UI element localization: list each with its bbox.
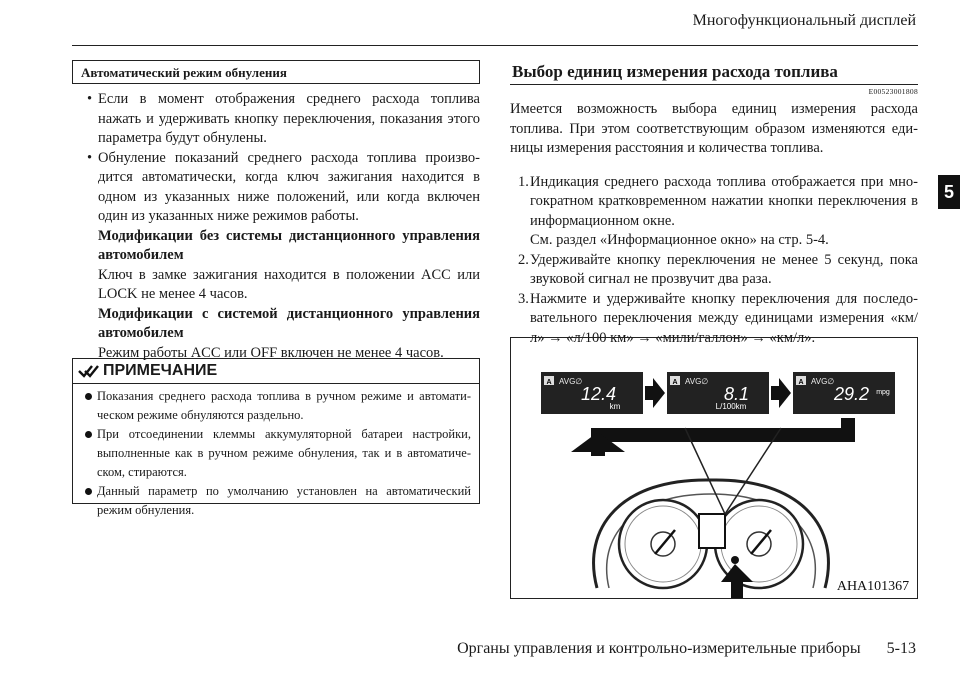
- bullet-item: [72, 149, 480, 227]
- note-text: Показания среднего расхода топлива в ручном режиме и автомати-ческом режиме обнуляются раздельно.: [97, 389, 471, 422]
- step-text: См. раздел «Информационное окно» на стр. 5-4.: [530, 232, 829, 248]
- left-column: [72, 60, 480, 363]
- display-label: AVG∅: [811, 377, 835, 386]
- footer-section: Органы управления и контрольно-измерительные приборы: [457, 640, 861, 657]
- step-text: Нажмите и удерживайте кнопку переключения для последо-вательного переключения между единицами измерения «км/л» → «л/100 км» → «мили/галлон» → «км/л».: [530, 290, 918, 346]
- arrow-right-icon: [771, 378, 791, 408]
- section-title: Выбор единиц измерения расхода топлива: [510, 60, 918, 85]
- illustration-frame: [510, 337, 918, 599]
- display-label: AVG∅: [685, 377, 709, 386]
- step-number: 3.: [518, 290, 529, 307]
- display-unit: L/100km: [715, 402, 747, 411]
- display-kml: [541, 372, 643, 414]
- note-item: [73, 387, 471, 425]
- note-list: [73, 387, 479, 520]
- variant-with-remote-title: Модификации с системой дистанционного управления автомобилем: [98, 305, 480, 341]
- chapter-tab: 5: [938, 175, 960, 209]
- note-text: Данный параметр по умолчанию установлен на автоматический режим обнуления.: [97, 484, 471, 517]
- step-number: 2.: [518, 251, 529, 268]
- auto-reset-heading: Автоматический режим обнуления: [72, 60, 480, 84]
- display-value: 29.2: [833, 384, 869, 404]
- variant-without-remote-title: Модификации без системы дистанционного управления автомобилем: [98, 227, 480, 263]
- note-title: ПРИМЕЧАНИЕ: [103, 362, 218, 379]
- note-header: [73, 359, 479, 384]
- right-column: [510, 60, 918, 348]
- instrument-cluster: [594, 480, 829, 588]
- display-badge: A: [798, 379, 804, 386]
- step-text: Индикация среднего расхода топлива отображается при мно-гократном кратковременном нажатии кнопки переключения в информационном окне.: [530, 173, 918, 229]
- variant-with-remote-text: Режим работы ACC или OFF включен не менее 4 часов.: [98, 344, 444, 361]
- note-bullet: [85, 488, 92, 495]
- step-item: [510, 231, 918, 251]
- display-l100km: [667, 372, 769, 414]
- display-value: 12.4: [580, 384, 616, 404]
- bullet-mark: •: [87, 149, 93, 166]
- step-item: [510, 173, 918, 232]
- cluster-illustration: [511, 338, 917, 598]
- bullet-text: Обнуление показаний среднего расхода топлива произво-дится автоматически, когда ключ зажигания находится в одном из указанных ниже положений, или когда включен один из указанных ниже режимов работы.: [98, 149, 480, 224]
- figure-code: AHA101367: [836, 579, 910, 594]
- page-footer: [457, 640, 916, 658]
- display-mpg: [793, 372, 895, 414]
- note-item: [73, 482, 471, 520]
- bullet-item: [72, 90, 480, 149]
- bullet-mark: •: [87, 91, 93, 107]
- display-unit: km: [609, 402, 621, 411]
- running-header: Многофункциональный дисплей: [692, 12, 916, 29]
- display-label: AVG∅: [559, 377, 583, 386]
- step-number: 1.: [518, 173, 529, 190]
- header-rule: [72, 45, 918, 46]
- steps-list: [510, 173, 918, 349]
- note-item: [73, 425, 471, 482]
- display-value: 8.1: [723, 384, 749, 404]
- note-bullet: [85, 431, 92, 438]
- variant-without-remote-text: Ключ в замке зажигания находится в положении ACC или LOCK не менее 4 часов.: [98, 266, 480, 302]
- note-check-icon: [77, 363, 99, 379]
- page-number: 5-13: [886, 640, 916, 657]
- auto-reset-bullets: [72, 90, 480, 227]
- step-item: [510, 251, 918, 290]
- bullet-text: Если в момент отображения среднего расхода топлива нажать и удерживать кнопку переключения, показания этого параметра будут обнулены.: [98, 91, 480, 146]
- display-unit: mpg: [876, 389, 890, 396]
- display-badge: A: [672, 379, 678, 386]
- return-arrow-icon: [571, 418, 855, 456]
- step-text: Удерживайте кнопку переключения не менее 5 секунд, пока звуковой сигнал не прозвучит два раза.: [530, 251, 918, 287]
- note-box: [72, 358, 480, 517]
- note-bullet: [85, 393, 92, 400]
- arrow-right-icon: [645, 378, 665, 408]
- note-text: При отсоединении клеммы аккумуляторной батареи настройки, выполненные как в ручном режиме обнуления, так и в автоматиче-ском, стираются.: [97, 427, 471, 479]
- intro-paragraph: Имеется возможность выбора единиц измерения расхода топлива. При этом соответствующим образом изменяются еди-ницы измерения расстояния и количества топлива.: [510, 101, 918, 156]
- display-badge: A: [546, 379, 552, 386]
- section-code: E00523001808: [868, 87, 918, 96]
